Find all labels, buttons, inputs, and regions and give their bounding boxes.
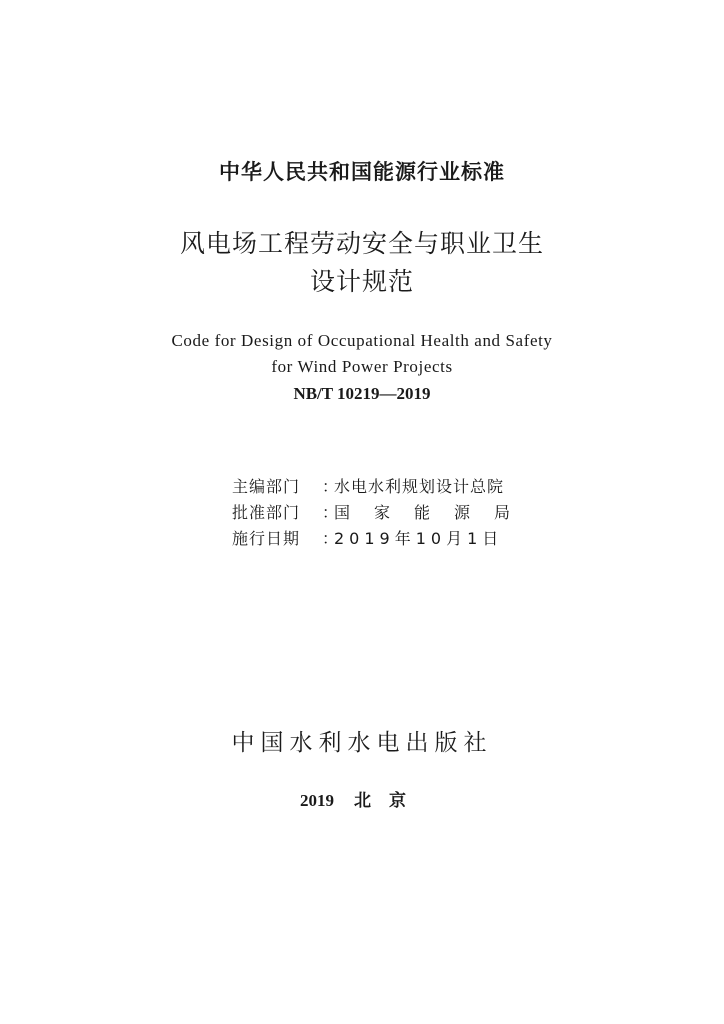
publication-year-place [0, 789, 724, 813]
editor-separator: ： [322, 477, 339, 496]
editor-value: 水电水利规划设计总院 [334, 477, 505, 496]
title-english-line2: for Wind Power Projects [271, 357, 453, 376]
standard-category: 中华人民共和国能源行业标准 [219, 160, 505, 184]
effective-date-value: 2019年10月1日 [334, 529, 504, 548]
editor-row [232, 474, 552, 500]
publication-city: 北京 [354, 791, 424, 811]
title-chinese-line1: 风电场工程劳动安全与职业卫生 [179, 229, 544, 258]
publisher-name: 中国水利水电出版社 [231, 730, 493, 756]
effective-date-row [232, 526, 552, 552]
approver-value: 国家能源局 [334, 503, 535, 522]
title-chinese-line2: 设计规范 [309, 267, 414, 296]
effective-date-separator: ： [322, 529, 339, 548]
issuance-info [232, 474, 552, 552]
effective-date-label: 施行日期 [232, 529, 301, 548]
standard-number: NB/T 10219—2019 [293, 384, 431, 403]
approver-row [232, 500, 552, 526]
title-english-line1: Code for Design of Occupational Health and Safety [171, 331, 553, 350]
publication-year: 2019 [300, 791, 334, 810]
approver-label: 批准部门 [232, 503, 301, 522]
editor-label: 主编部门 [232, 477, 301, 496]
approver-separator: ： [322, 503, 339, 522]
